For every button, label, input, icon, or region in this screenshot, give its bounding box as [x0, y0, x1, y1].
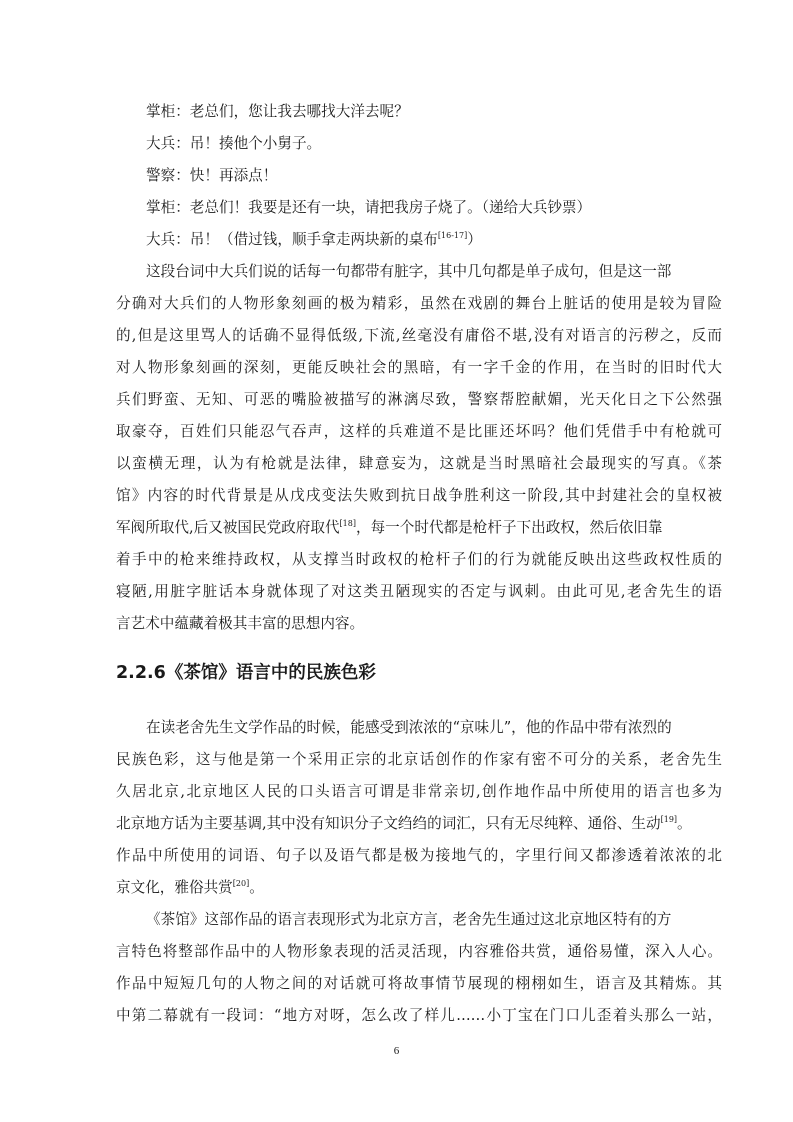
paragraph-line: 这段台词中大兵们说的话每一句都带有脏字，其中几句都是单子成句，但是这一部 — [146, 263, 672, 280]
page-number: 6 — [393, 1045, 400, 1057]
citation-ref: [19] — [660, 815, 678, 824]
paragraph-line: 对人物形象刻画的深刻，更能反映社会的黑暗，有一字千金的作用，在当时的旧时代大 — [116, 359, 722, 376]
paragraph-text: 。 — [249, 879, 264, 896]
paragraph-text: 京文化，雅俗共赏 — [116, 879, 233, 896]
paragraph-line: 兵们野蛮、无知、可恶的嘴脸被描写的淋漓尽致，警察帮腔献媚，光天化日之下公然强 — [116, 391, 722, 408]
dialogue-line: 大兵：吊！揍他个小舅子。 — [146, 135, 322, 152]
dialogue-line: 掌柜：老总们，您让我去哪找大洋去呢？ — [146, 103, 409, 120]
paragraph-line: 的,但是这里骂人的话确不显得低级,下流,丝毫没有庸俗不堪,没有对语言的污秽之，反而 — [116, 327, 722, 344]
section-heading: 2.2.6《茶馆》语言中的民族色彩 — [116, 663, 376, 683]
paragraph-line: 分确对大兵们的人物形象刻画的极为精彩，虽然在戏剧的舞台上脏话的使用是较为冒险 — [116, 295, 722, 312]
dialogue-line: 警察：快！再添点！ — [146, 167, 278, 184]
citation-ref: [16-17] — [437, 231, 468, 240]
paragraph-line: 馆》内容的时代背景是从戊戌变法失败到抗日战争胜利这一阶段,其中封建社会的皇权被 — [116, 487, 722, 504]
citation-ref: [18] — [339, 519, 356, 528]
dialogue-text: ） — [467, 231, 482, 248]
paragraph-line — [116, 814, 722, 834]
citation-ref: [20] — [232, 879, 250, 888]
paragraph-line: 作品中所使用的词语、句子以及语气都是极为接地气的，字里行间又都渗透着浓浓的北 — [116, 847, 722, 864]
paragraph-line: 作品中短短几句的人物之间的对话就可将故事情节展现的栩栩如生，语言及其精炼。其 — [116, 975, 722, 992]
paragraph-line: 久居北京,北京地区人民的口头语言可谓是非常亲切,创作地作品中所使用的语言也多为 — [116, 783, 722, 800]
paragraph-line: 取豪夺，百姓们只能忍气吞声，这样的兵难道不是比匪还坏吗？他们凭借手中有枪就可 — [116, 423, 722, 440]
paragraph-line: 寝陋,用脏字脏话本身就体现了对这类丑陋现实的否定与讽刺。由此可见,老舍先生的语 — [116, 583, 722, 600]
dialogue-line: 掌柜：老总们！我要是还有一块，请把我房子烧了。（递给大兵钞票） — [146, 199, 592, 216]
dialogue-text: 大兵：吊！（借过钱，顺手拿走两块新的桌布 — [146, 231, 438, 248]
paragraph-line: 《茶馆》这部作品的语言表现形式为北京方言，老舍先生通过这北京地区特有的方 — [146, 911, 672, 928]
paragraph-line — [116, 878, 722, 898]
paragraph-line: 言特色将整部作品中的人物形象表现的活灵活现，内容雅俗共赏，通俗易懂，深入人心。 — [116, 943, 722, 960]
paragraph-text: 北京地方话为主要基调,其中没有知识分子文绉绉的词汇，只有无尽纯粹、通俗、生动 — [116, 815, 661, 832]
paragraph-text: ，每一个时代都是枪杆子下出政权，然后依旧靠 — [355, 519, 663, 536]
paragraph-text: 。 — [677, 815, 692, 832]
paragraph-line: 中第二幕就有一段词：“地方对呀，怎么改了样儿……小丁宝在门口儿歪着头那么一站， — [116, 1007, 722, 1024]
paragraph-line — [116, 518, 722, 538]
dialogue-line — [146, 230, 752, 250]
paragraph-line: 言艺术中蕴藏着极其丰富的思想内容。 — [116, 615, 365, 632]
paragraph-line: 民族色彩，这与他是第一个采用正宗的北京话创作的作家有密不可分的关系，老舍先生 — [116, 751, 722, 768]
paragraph-line: 以蛮横无理，认为有枪就是法律，肆意妄为，这就是当时黑暗社会最现实的写真。《茶 — [116, 455, 722, 472]
paragraph-text: 军阀所取代,后又被国民党政府取代 — [116, 519, 340, 536]
paragraph-line: 着手中的枪来维持政权，从支撑当时政权的枪杆子们的行为就能反映出这些政权性质的 — [116, 551, 722, 568]
paragraph-line: 在读老舍先生文学作品的时候，能感受到浓浓的“京味儿”，他的作品中带有浓烈的 — [146, 719, 672, 736]
